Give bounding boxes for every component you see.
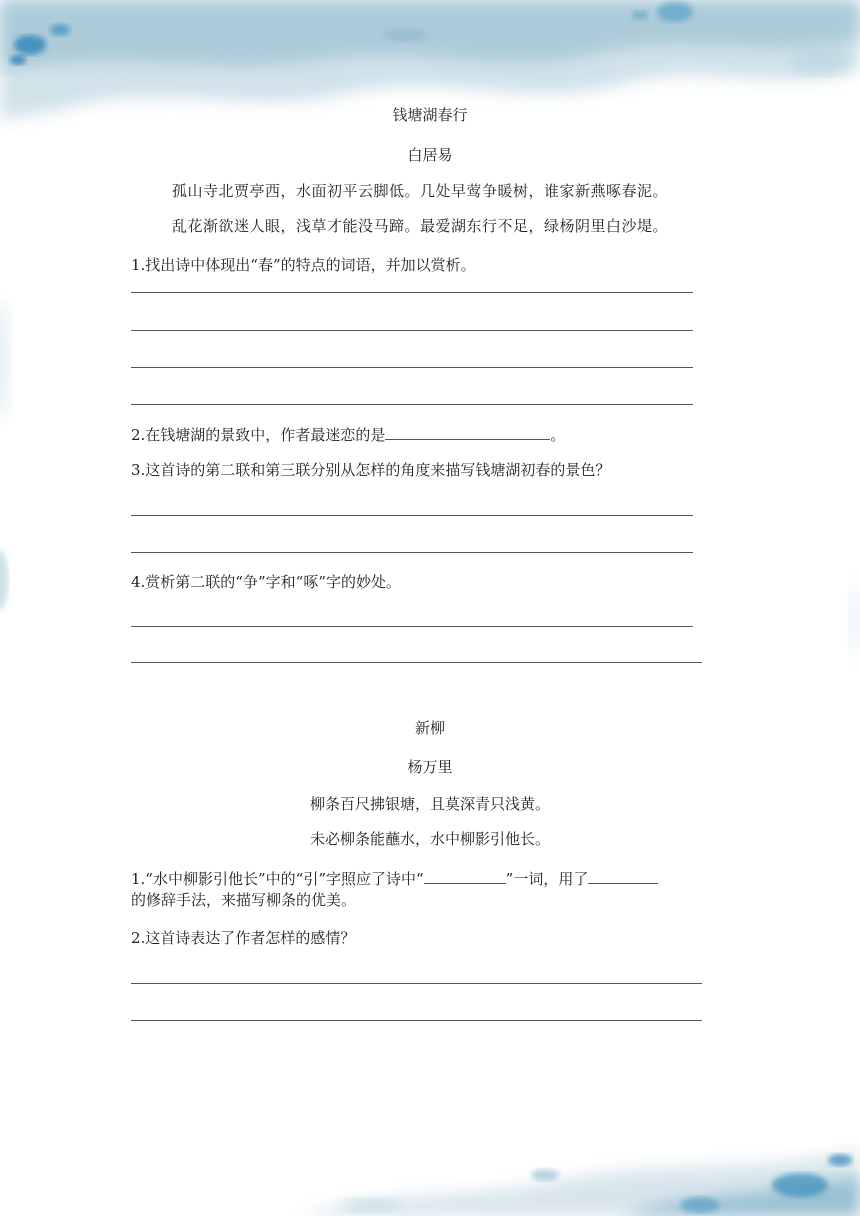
fill-blank[interactable] [588, 868, 658, 884]
answer-line[interactable] [131, 292, 693, 293]
answer-line[interactable] [131, 552, 693, 553]
question-2-end: 。 [550, 426, 566, 444]
poem2-title: 新柳 [414, 719, 445, 737]
left-edge-wash [0, 300, 860, 660]
bottom-watercolor-wash [300, 1150, 860, 1216]
poem2-line2: 未必柳条能蘸水，水中柳影引他长。 [309, 830, 550, 848]
question-2-text: 2.在钱塘湖的景致中，作者最迷恋的是 [131, 426, 386, 444]
answer-line[interactable] [131, 367, 693, 368]
answer-line[interactable] [131, 330, 693, 331]
poem2-question-1-text-a: 1.“水中柳影引他长”中的“引”字照应了诗中“ [131, 870, 424, 888]
answer-line[interactable] [131, 515, 693, 516]
poem1-author: 白居易 [407, 146, 453, 164]
question-1: 1.找出诗中体现出“春”的特点的词语，并加以赏析。 [131, 256, 476, 274]
top-watercolor-wash [0, 0, 860, 120]
poem1-title: 钱塘湖春行 [392, 106, 468, 124]
poem2-question-1-cont: 的修辞手法，来描写柳条的优美。 [131, 891, 357, 909]
poem2-author: 杨万里 [407, 758, 453, 776]
poem2-question-1 [131, 868, 658, 889]
fill-blank[interactable] [424, 868, 506, 884]
answer-line[interactable] [131, 626, 693, 627]
question-2 [131, 424, 565, 445]
question-4: 4.赏析第二联的“争”字和“啄”字的妙处。 [131, 573, 401, 591]
poem2-question-1-text-b: ”一词，用了 [505, 870, 589, 888]
answer-line[interactable] [131, 404, 693, 405]
poem2-line1: 柳条百尺拂银塘，且莫深青只浅黄。 [309, 795, 550, 813]
poem2-question-2: 2.这首诗表达了作者怎样的感情？ [131, 929, 356, 947]
answer-line[interactable] [131, 983, 702, 984]
poem1-line1: 孤山寺北贾亭西，水面初平云脚低。几处早莺争暖树，谁家新燕啄春泥。 [172, 182, 669, 200]
question-3: 3.这首诗的第二联和第三联分别从怎样的角度来描写钱塘湖初春的景色？ [131, 461, 611, 479]
fill-blank[interactable] [385, 424, 550, 440]
answer-line[interactable] [131, 662, 702, 663]
answer-line[interactable] [131, 1020, 702, 1021]
poem1-line2: 乱花渐欲迷人眼，浅草才能没马蹄。最爱湖东行不足，绿杨阴里白沙堤。 [172, 217, 669, 235]
